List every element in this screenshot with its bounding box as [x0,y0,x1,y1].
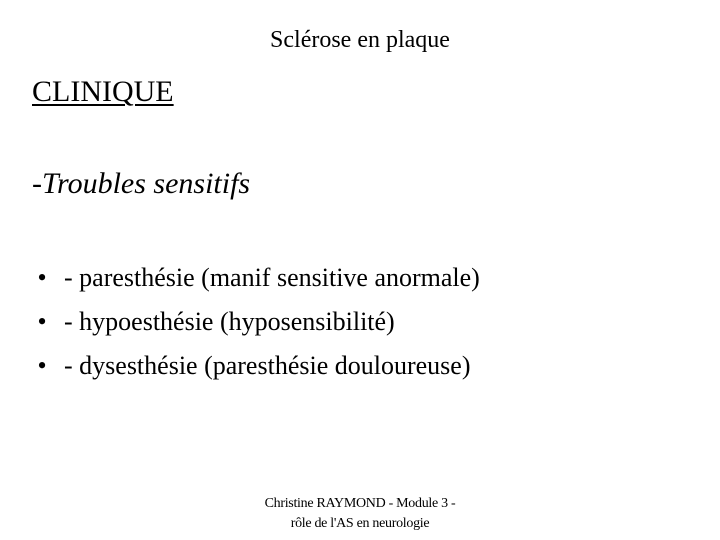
bullet-icon: • [37,351,47,380]
bullet-text: - dysesthésie (paresthésie douloureuse) [64,351,471,380]
footer-line-course: rôle de l'AS en neurologie [290,516,430,531]
footer-line-author: Christine RAYMOND - Module 3 - [264,496,456,511]
bullet-item-dysesthesie [32,344,480,388]
bullet-item-hypoesthesie [32,300,480,344]
bullet-icon: • [37,307,47,336]
bullet-icon: • [37,263,47,292]
section-subtitle: -Troubles sensitifs [32,167,251,200]
bullet-item-paresthesie [32,256,480,300]
section-title: CLINIQUE [32,75,174,108]
slide-footer [236,494,484,534]
bullet-text: - hypoesthésie (hyposensibilité) [64,307,395,336]
bullet-text: - paresthésie (manif sensitive anormale) [64,263,480,292]
bullet-list [32,256,480,388]
slide-header-title: Sclérose en plaque [270,27,450,53]
